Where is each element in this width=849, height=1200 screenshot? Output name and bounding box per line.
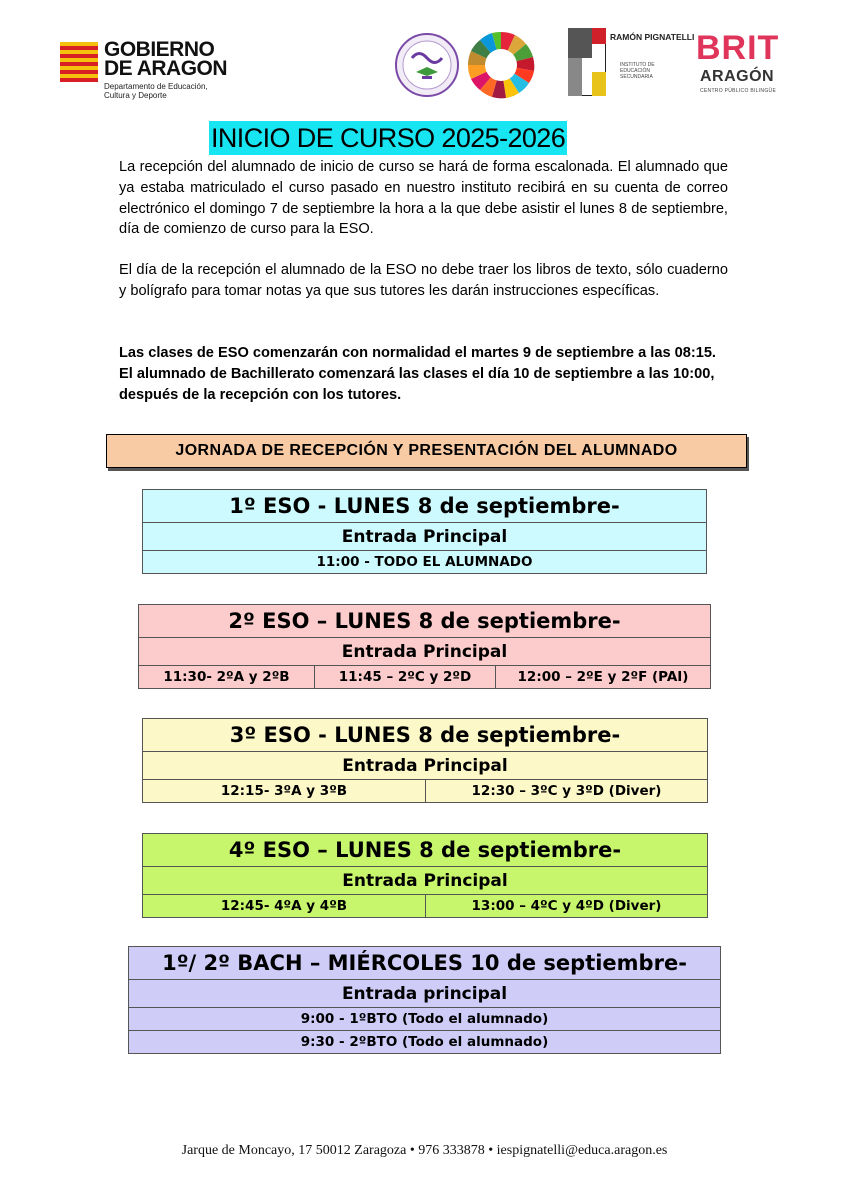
schedule-table-4eso xyxy=(142,833,708,918)
brit-region: ARAGÓN xyxy=(700,68,775,85)
schedule-table-3eso xyxy=(142,718,708,803)
jornada-heading: JORNADA DE RECEPCIÓN Y PRESENTACIÓN DEL ALUMNADO xyxy=(106,434,747,468)
table-entrance: Entrada Principal xyxy=(143,867,708,895)
gobierno-aragon-logo xyxy=(60,40,240,100)
time-slot: 9:30 - 2ºBTO (Todo el alumnado) xyxy=(129,1031,721,1054)
schedule-table-1eso xyxy=(142,489,707,574)
paragraph-classes-start xyxy=(119,343,728,405)
time-slot: 12:45- 4ºA y 4ºB xyxy=(143,895,426,918)
table-heading: 1º/ 2º BACH – MIÉRCOLES 10 de septiembre- xyxy=(129,947,721,980)
school-badge-logo xyxy=(394,32,460,98)
paragraph-materials-text: El día de la recepción el alumnado de la ESO no debe traer los libros de texto, sólo cuaderno y bolígrafo para tomar notas ya que sus tutores les darán instrucciones específicas. xyxy=(119,262,728,299)
ramon-pignatelli-name: RAMÓN PIGNATELLI xyxy=(610,32,695,42)
paragraph-reception xyxy=(119,157,728,240)
time-slot: 11:00 - TODO EL ALUMNADO xyxy=(143,551,707,574)
page-title: INICIO DE CURSO 2025-2026 xyxy=(211,123,566,153)
time-slot: 11:45 – 2ºC y 2ºD xyxy=(315,666,496,689)
gobierno-title: GOBIERNO DE ARAGON xyxy=(104,38,228,80)
paragraph-classes-start-text: Las clases de ESO comenzarán con normalidad el martes 9 de septiembre a las 08:15. El alumnado de Bachillerato comenzará las clases el día 10 de septiembre a las 10:00, después de la recepción con los tutores. xyxy=(119,345,716,403)
time-slot: 11:30- 2ºA y 2ºB xyxy=(139,666,315,689)
time-slot: 9:00 - 1ºBTO (Todo el alumnado) xyxy=(129,1008,721,1031)
table-heading: 1º ESO - LUNES 8 de septiembre- xyxy=(143,490,707,523)
time-slot: 12:30 – 3ºC y 3ºD (Diver) xyxy=(426,780,708,803)
time-slot: 12:00 – 2ºE y 2ºF (PAI) xyxy=(496,666,711,689)
paragraph-materials xyxy=(119,260,728,302)
ramon-pignatelli-sub: INSTITUTO DE EDUCACIÓN SECUNDARIA xyxy=(620,62,655,80)
time-slot: 12:15- 3ºA y 3ºB xyxy=(143,780,426,803)
brit-word: BRIT xyxy=(696,29,780,67)
gobierno-subtitle: Departamento de Educación, Cultura y Deporte xyxy=(104,82,208,100)
schedule-table-2eso xyxy=(138,604,711,689)
sdg-wheel-logo xyxy=(466,30,536,100)
table-entrance: Entrada principal xyxy=(129,980,721,1008)
table-heading: 2º ESO – LUNES 8 de septiembre- xyxy=(139,605,711,638)
mondrian-block-icon xyxy=(568,28,606,96)
aragon-flag-icon xyxy=(60,42,98,82)
table-entrance: Entrada Principal xyxy=(143,752,708,780)
time-slot: 13:00 – 4ºC y 4ºD (Diver) xyxy=(426,895,708,918)
brit-subtitle: CENTRO PÚBLICO BILINGÜE xyxy=(700,88,777,94)
table-heading: 4º ESO – LUNES 8 de septiembre- xyxy=(143,834,708,867)
footer-contact: Jarque de Moncayo, 17 50012 Zaragoza • 976 333878 • iespignatelli@educa.aragon.es xyxy=(181,1143,668,1158)
brit-aragon-logo xyxy=(696,30,792,100)
ramon-pignatelli-logo xyxy=(568,28,695,98)
table-heading: 3º ESO - LUNES 8 de septiembre- xyxy=(143,719,708,752)
table-entrance: Entrada Principal xyxy=(143,523,707,551)
paragraph-reception-text: La recepción del alumnado de inicio de curso se hará de forma escalonada. El alumnado que ya estaba matriculado el curso pasado en nuestro instituto recibirá en su cuenta de correo electrónico el domingo 7 de septiembre la hora a la que debe asistir el lunes 8 de septiembre, día de comienzo de curso para la ESO. xyxy=(119,159,728,238)
schedule-table-bach xyxy=(128,946,721,1054)
table-entrance: Entrada Principal xyxy=(139,638,711,666)
